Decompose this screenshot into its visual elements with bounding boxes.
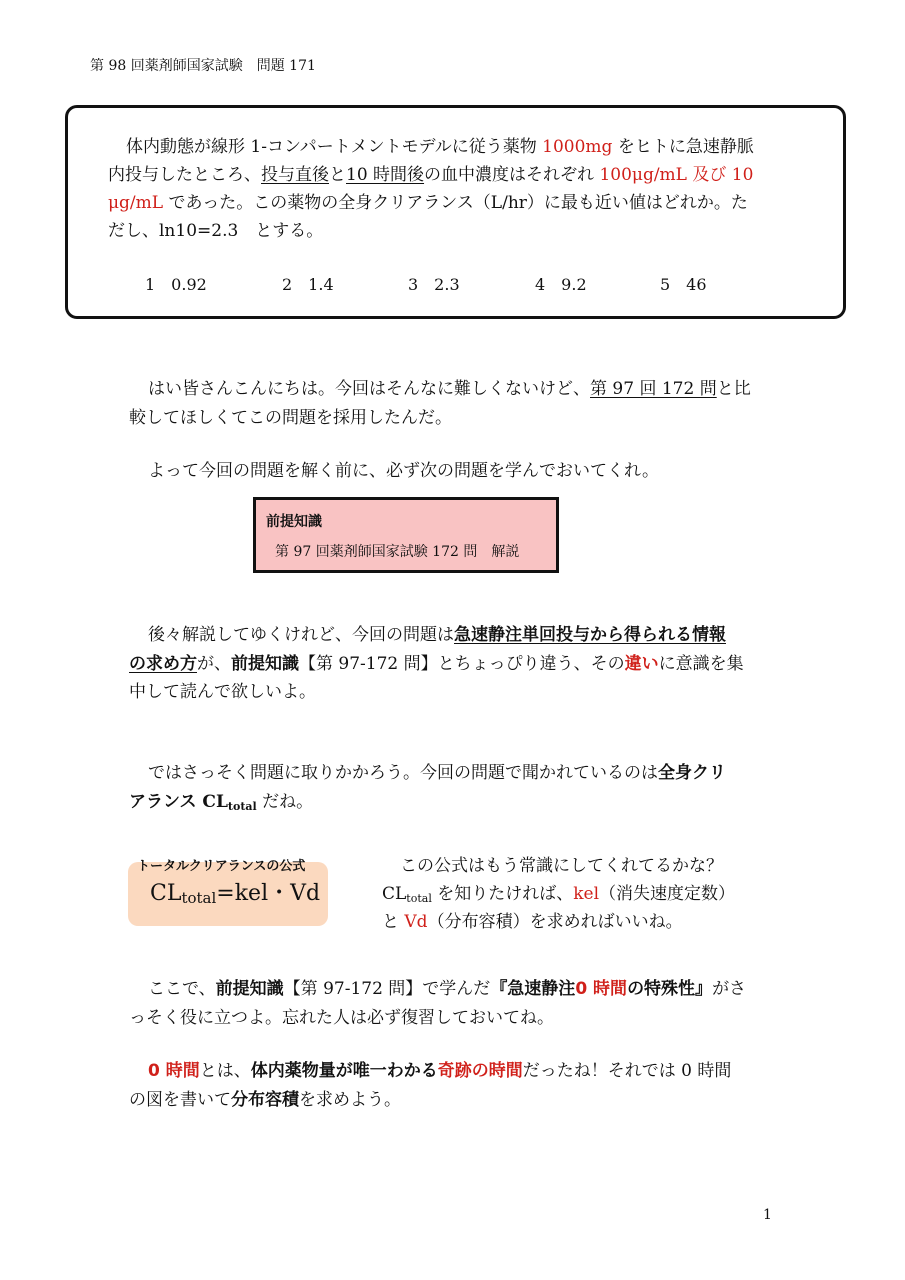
formula-comment-line-3: と Vd（分布容積）を求めればいいね。: [382, 912, 683, 932]
formula-comment-line-1: この公式はもう常識にしてくれてるかな？: [400, 856, 723, 876]
premise-link-text: 第 97 回薬剤師国家試験 172 問 解説: [275, 544, 520, 560]
choice-5: 5 46: [660, 275, 707, 294]
question-line-3: μg/mL であった。この薬物の全身クリアランス（L/hr）に最も近い値はどれか。た: [108, 193, 748, 213]
question-line-1: 体内動態が線形 1-コンパートメントモデルに従う薬物 1000mg をヒトに急速静脈: [126, 137, 754, 157]
formula-comment-line-2: $CL_{total}$ を知りたければ、kel（消失速度定数）: [382, 884, 736, 905]
formula-title: トータルクリアランスの公式: [137, 859, 306, 874]
choice-2: 2 1.4: [282, 275, 334, 294]
paragraph-3-line-2: の求め方が、前提知識【第 97-172 問】とちょっぴり違う、その違いに意識を集: [129, 654, 744, 674]
paragraph-1-line-2: 較してほしくてこの問題を採用したんだ。: [129, 408, 452, 428]
paragraph-6-line-2: の図を書いて分布容積を求めよう。: [129, 1090, 401, 1110]
paragraph-5-line-1: ここで、前提知識【第 97-172 問】で学んだ『急速静注0 時間の特殊性』がさ: [148, 979, 747, 999]
premise-box: [253, 497, 559, 573]
paragraph-3-line-3: 中して読んで欲しいよ。: [129, 682, 316, 702]
paragraph-2: よって今回の問題を解く前に、必ず次の問題を学んでおいてくれ。: [148, 461, 660, 481]
question-line-4: だし、ln10=2.3 とする。: [108, 221, 324, 241]
paragraph-5-line-2: っそく役に立つよ。忘れた人は必ず復習しておいてね。: [129, 1008, 554, 1028]
choice-3: 3 2.3: [408, 275, 460, 294]
paragraph-1-line-1: はい皆さんこんにちは。今回はそんなに難しくないけど、第 97 回 172 問と比: [148, 379, 751, 399]
paragraph-3-line-1: 後々解説してゆくけれど、今回の問題は急速静注単回投与から得られる情報: [148, 625, 726, 645]
choice-4: 4 9.2: [535, 275, 587, 294]
paragraph-4-line-1: ではさっそく問題に取りかかろう。今回の問題で聞かれているのは全身クリ: [148, 763, 726, 783]
premise-title: 前提知識: [266, 514, 322, 530]
page-number: 1: [763, 1207, 772, 1223]
choice-1: 1 0.92: [145, 275, 207, 294]
formula-text: $CL_{total}=kel$・Vd: [150, 881, 321, 907]
question-line-2: 内投与したところ、投与直後と10 時間後の血中濃度はそれぞれ 100μg/mL 及び 10: [108, 165, 754, 185]
page-header: 第 98 回薬剤師国家試験 問題 171: [90, 58, 316, 74]
paragraph-6-line-1: 0 時間とは、体内薬物量が唯一わかる奇跡の時間だったね！それでは 0 時間: [148, 1061, 732, 1081]
paragraph-4-line-2: アランス $CL_{total}$ だね。: [129, 792, 314, 813]
